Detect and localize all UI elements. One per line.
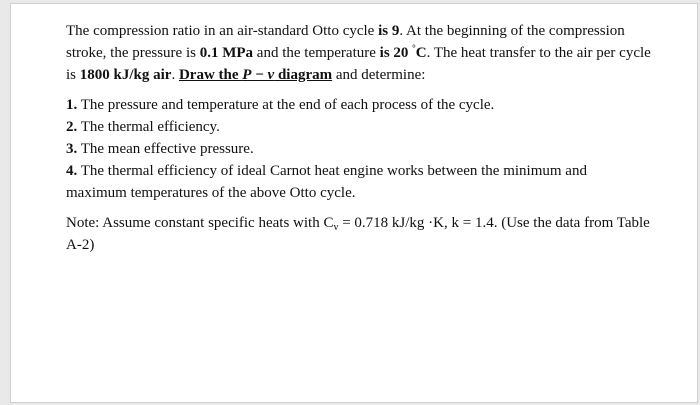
problem-statement	[66, 20, 651, 86]
temperature-unit: C	[415, 45, 427, 61]
item-text: The pressure and temperature at the end of each process of the cycle.	[77, 97, 495, 113]
temperature-number: is 20	[379, 45, 413, 61]
item-text: The thermal efficiency of ideal Carnot heat engine works between the minimum and maximum temperatures of the above Otto cycle.	[66, 163, 587, 201]
heat-transfer-value: 1800 kJ/kg air	[79, 67, 172, 83]
note-text: Note: Assume constant specific heats with C	[66, 215, 334, 231]
pressure-value: 0.1 MPa	[199, 45, 254, 61]
item-text: The mean effective pressure.	[77, 141, 254, 157]
intro-text: . The heat transfer to the air per cycle is	[66, 45, 651, 83]
problem-text	[66, 20, 651, 256]
minus-sign: −	[251, 67, 268, 83]
draw-text: Draw the	[178, 67, 243, 83]
note	[66, 212, 651, 256]
diagram-text: diagram	[274, 67, 333, 83]
document-page	[10, 3, 698, 403]
ratio-value: is 9	[378, 23, 400, 39]
subscript-v: v	[333, 222, 339, 233]
item-text: The thermal efficiency.	[77, 119, 220, 135]
item-number: 2.	[66, 119, 78, 135]
list-item	[66, 138, 651, 160]
item-number: 4.	[66, 163, 78, 179]
v-symbol: v	[267, 67, 275, 83]
list-item	[66, 94, 651, 116]
list-item	[66, 116, 651, 138]
p-symbol: P	[242, 67, 252, 83]
note-text: = 0.718 kJ/kg ·K, k = 1.4. (Use the data from Table A-2)	[66, 215, 650, 253]
intro-text: The compression ratio in an air-standard Otto cycle	[66, 23, 379, 39]
item-number: 3.	[66, 141, 78, 157]
degree-symbol: °	[412, 43, 416, 53]
temperature-value	[380, 45, 427, 61]
intro-text: and the temperature	[253, 45, 380, 61]
list-item	[66, 160, 651, 204]
draw-instruction	[179, 67, 332, 83]
intro-text: .	[171, 67, 179, 83]
intro-text: . At the beginning of the compression stroke, the pressure is	[66, 23, 625, 61]
item-number: 1.	[66, 97, 78, 113]
intro-text: and determine:	[332, 67, 426, 83]
